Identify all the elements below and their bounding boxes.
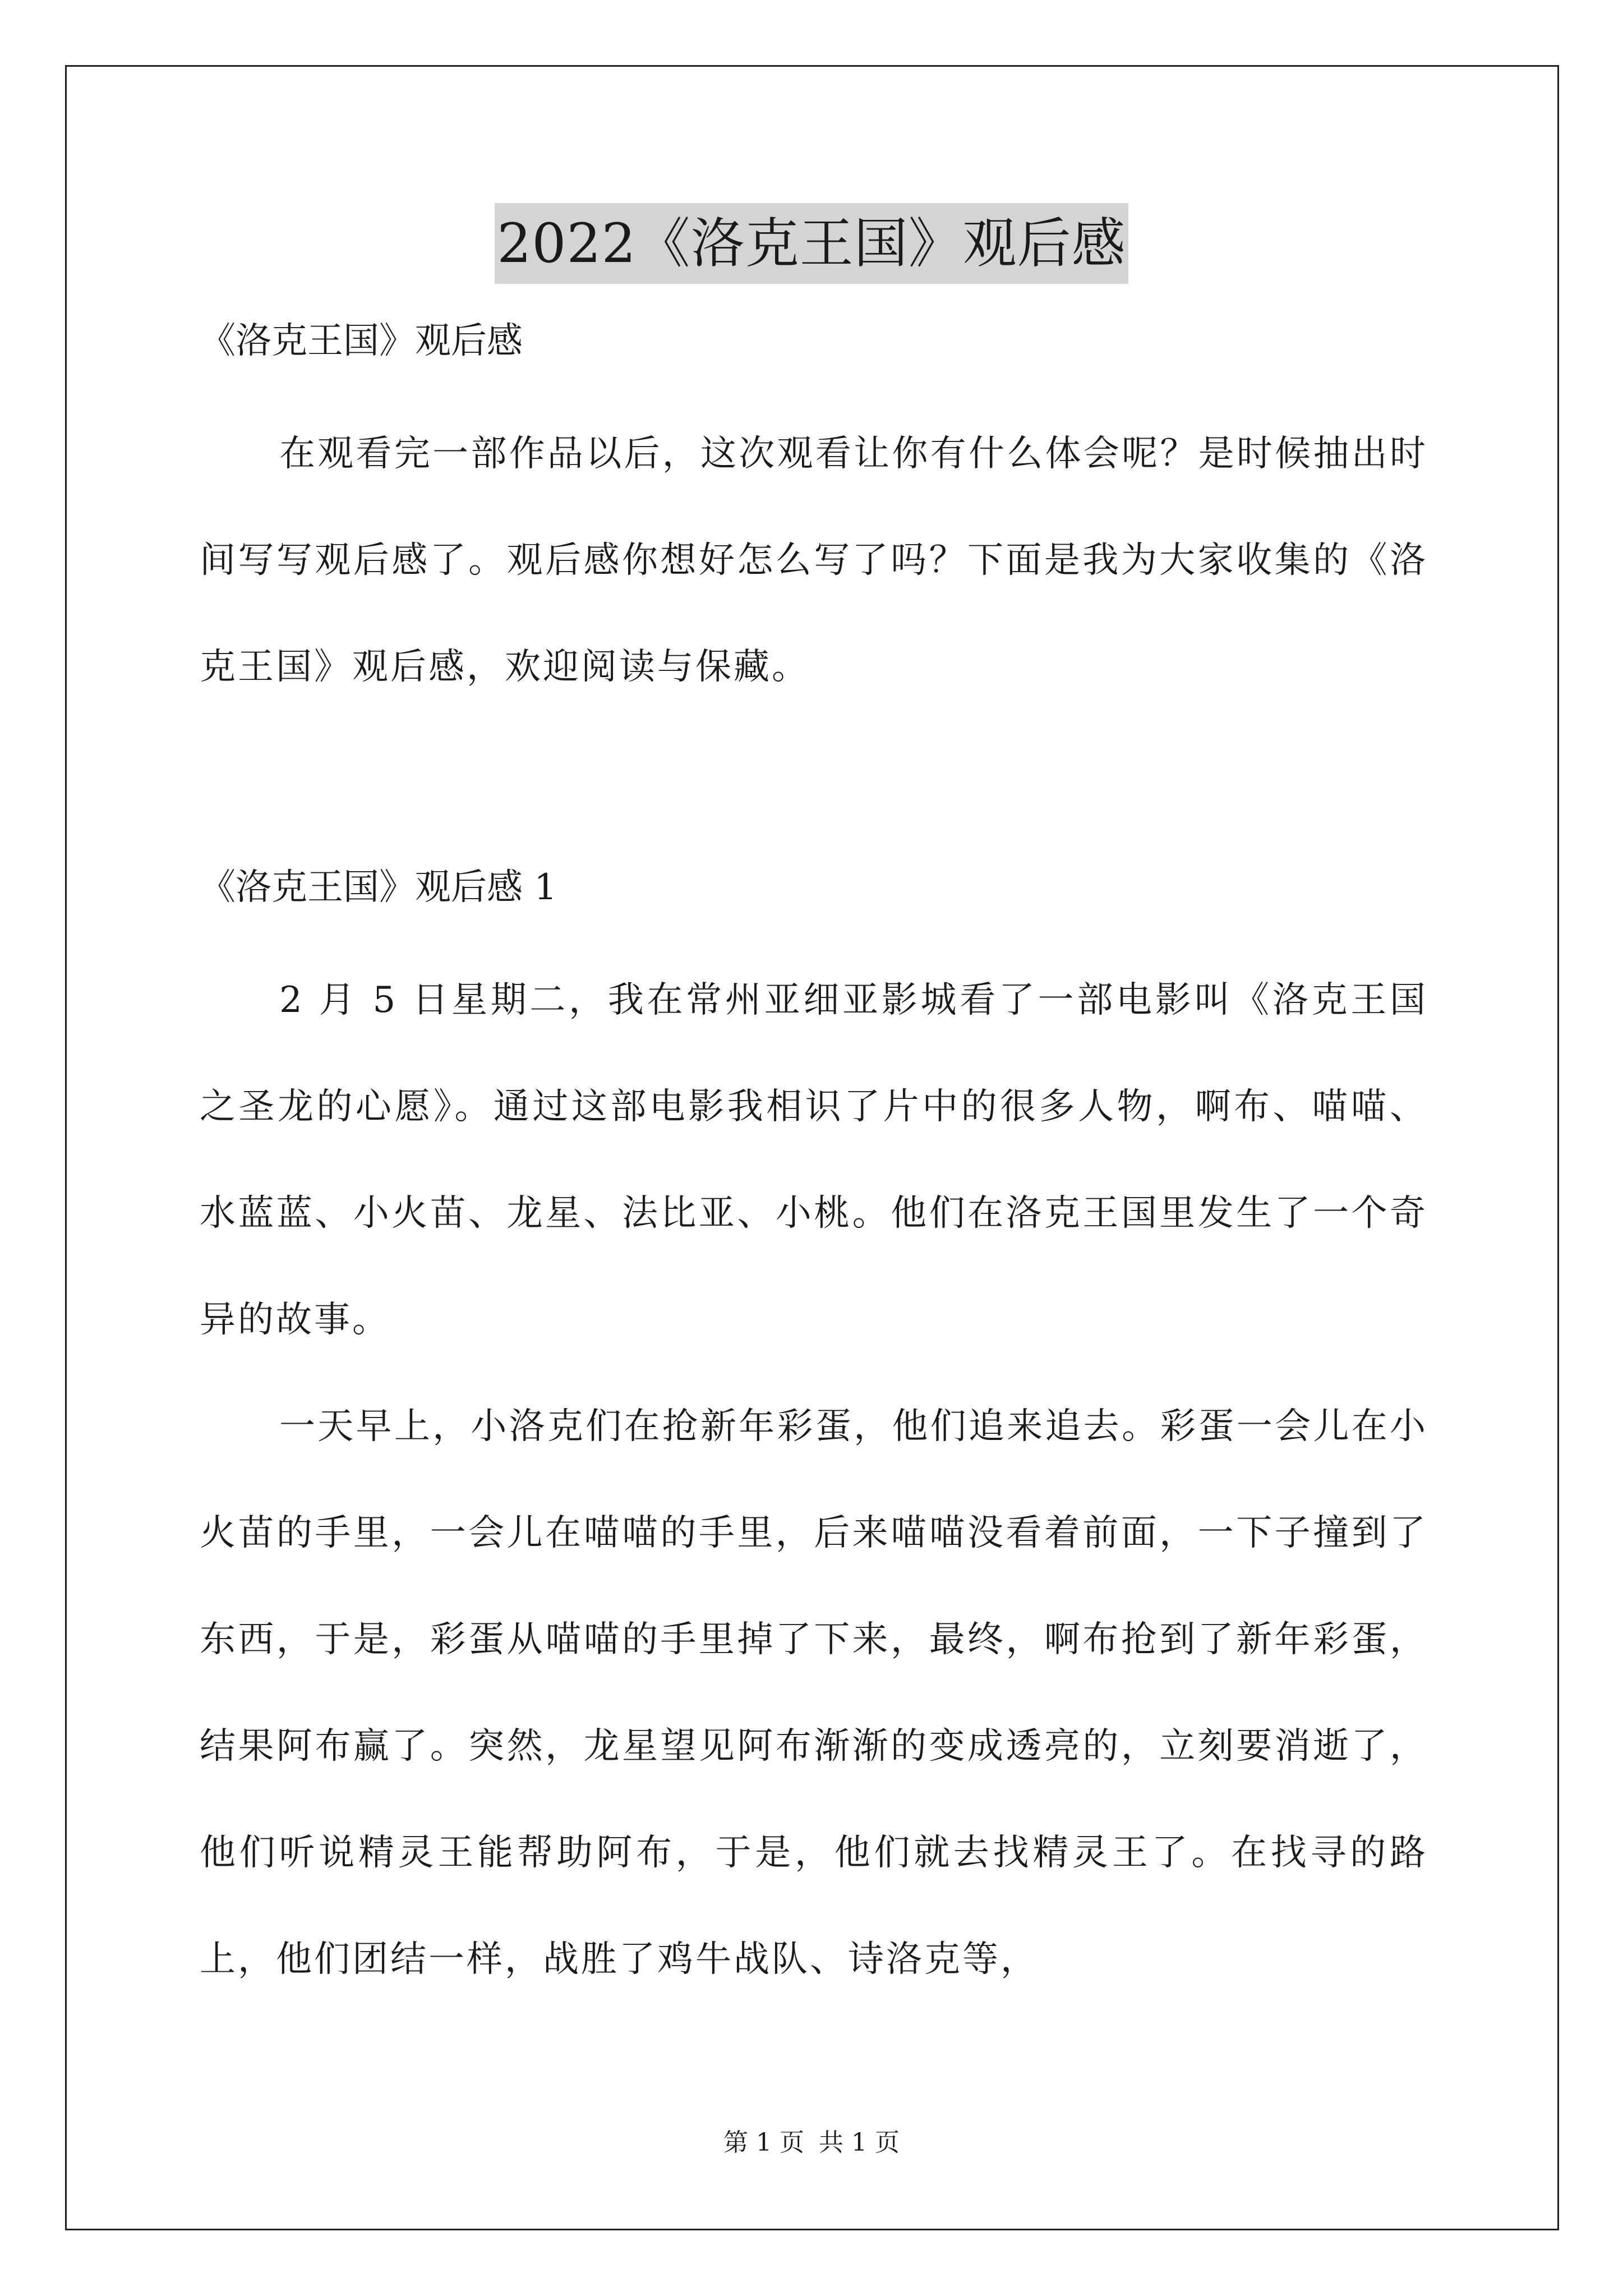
document-title: 2022《洛克王国》观后感 <box>495 203 1128 284</box>
page-footer <box>0 2126 1623 2160</box>
section-heading-main: 《洛克王国》观后感 <box>200 320 523 362</box>
body-paragraph-2: 一天早上，小洛克们在抢新年彩蛋，他们追来追去。彩蛋一会儿在小火苗的手里，一会儿在喵喵的手里，后来喵喵没看着前面，一下子撞到了东西，于是，彩蛋从喵喵的手里掉了下来，最终，啊布抢到了新年彩蛋，结果阿布赢了。突然，龙星望见阿布渐渐的变成透亮的，立刻要消逝了，他们听说精灵王能帮助阿布，于是，他们就去找精灵王了。在找寻的路上，他们团结一样，战胜了鸡牛战队、诗洛克等， <box>200 1406 1428 1980</box>
intro-paragraph: 在观看完一部作品以后，这次观看让你有什么体会呢？是时候抽出时间写写观后感了。观后感你想好怎么写了吗？下面是我为大家收集的《洛克王国》观后感，欢迎阅读与保藏。 <box>200 433 1428 688</box>
body-paragraph-1: 2 月 5 日星期二，我在常州亚细亚影城看了一部电影叫《洛克王国之圣龙的心愿》。通过这部电影我相识了片中的很多人物，啊布、喵喵、水蓝蓝、小火苗、龙星、法比亚、小桃。他们在洛克王国里发生了一个奇异的故事。 <box>200 979 1428 1341</box>
document-body <box>200 314 1428 2013</box>
page-number-total: 共 1 页 <box>819 2128 900 2157</box>
page-number-current: 第 1 页 <box>723 2128 804 2157</box>
section-heading-1: 《洛克王国》观后感 1 <box>200 867 557 908</box>
title-container <box>0 203 1623 284</box>
